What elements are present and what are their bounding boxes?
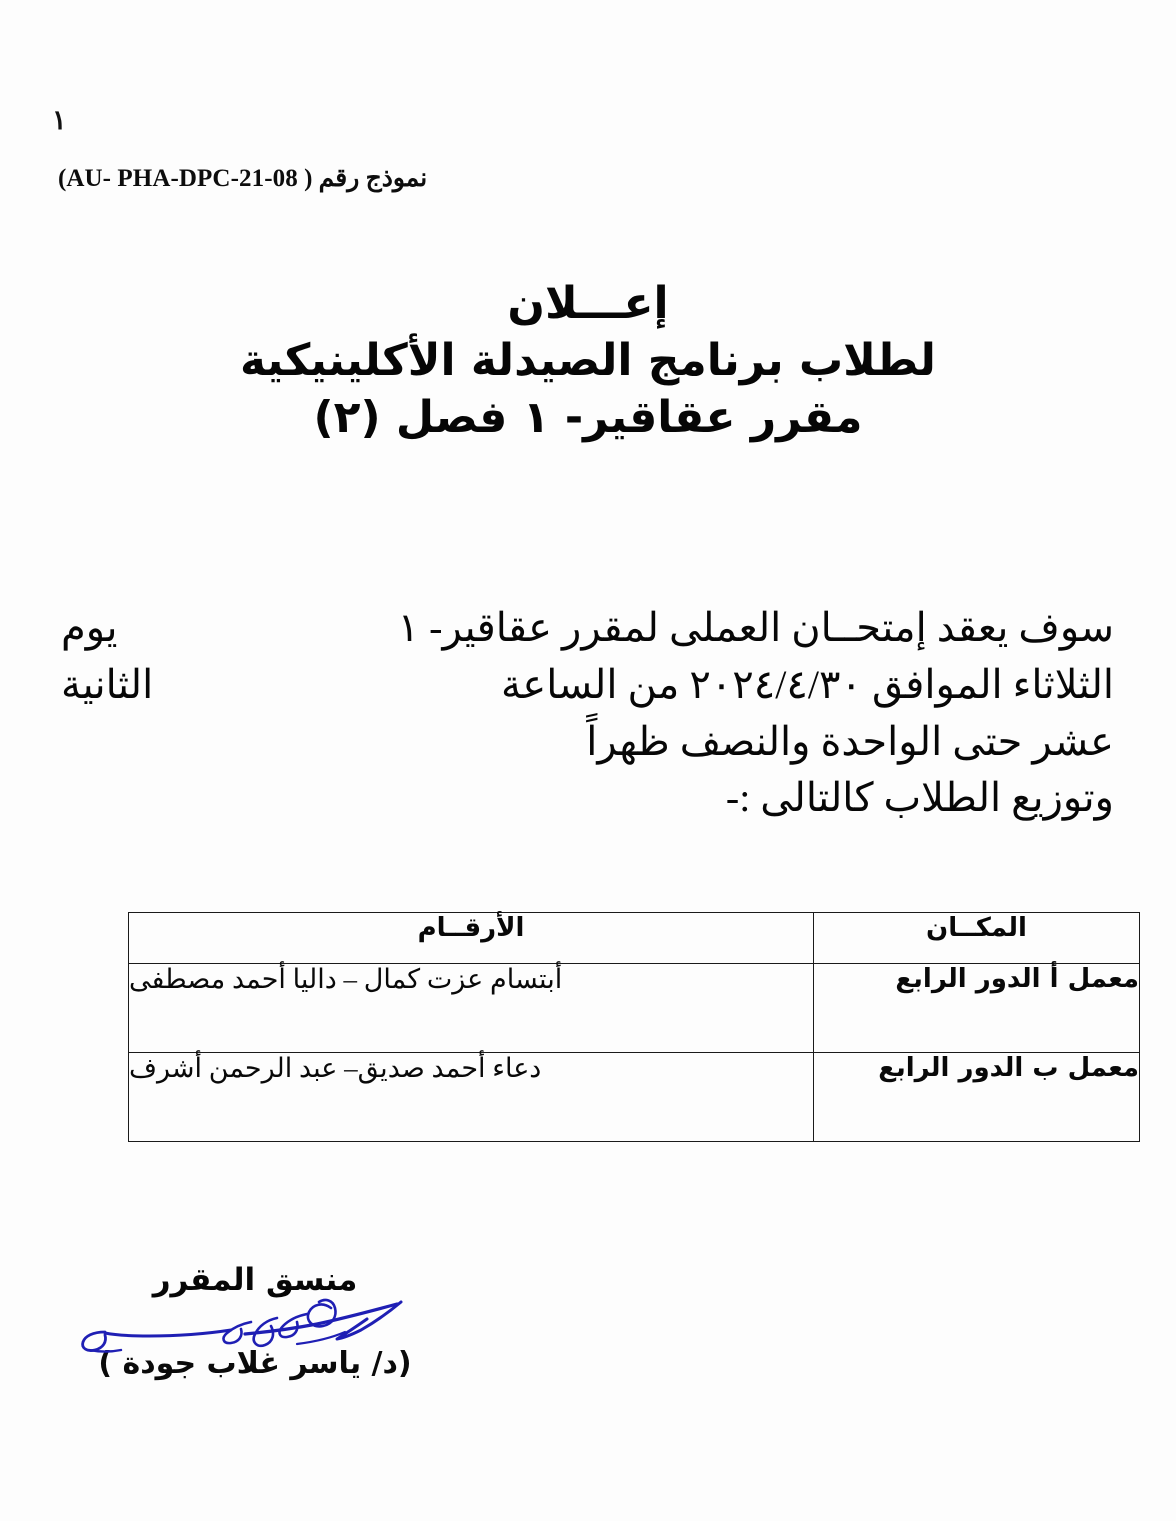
announcement-title-block [0, 278, 1176, 443]
body-line-2-end: الثانية [61, 661, 154, 707]
table-row [129, 964, 1140, 1053]
handwritten-signature [55, 1290, 455, 1352]
title-line-course: مقرر عقاقير- ١ فصل (٢) [313, 392, 863, 444]
title-line-program: لطلاب برنامج الصيدلة الأكلينيكية [240, 335, 936, 387]
title-line-announcement: إعـــلان [507, 278, 669, 329]
body-line-1-start: سوف يعقد إمتحــان العملى لمقرر عقاقير- ١ [397, 605, 1114, 650]
cell-place: معمل ب الدور الرابع [814, 1053, 1140, 1142]
announcement-body [61, 600, 1114, 827]
distribution-table [128, 912, 1140, 1142]
signature-name: (د/ ياسر غلاب جودة ) [98, 1346, 412, 1381]
body-line-4: وتوزيع الطلاب كالتالى :- [725, 775, 1114, 821]
table-header-row [129, 913, 1140, 964]
body-line-3: عشر حتى الواحدة والنصف ظهراً [586, 718, 1114, 764]
signature-ink-icon [45, 1288, 445, 1358]
distribution-table-wrapper [128, 912, 1140, 1142]
signature-block [55, 1262, 455, 1381]
page-number: ١ [52, 105, 67, 135]
column-header-place: المكــان [814, 913, 1140, 964]
cell-numbers: دعاء أحمد صديق– عبد الرحمن أشرف [129, 1053, 814, 1142]
table-body [129, 964, 1140, 1142]
body-line-1-end: يوم [61, 605, 118, 650]
body-line-1 [61, 600, 1114, 657]
body-line-2 [61, 657, 1114, 714]
cell-place: معمل أ الدور الرابع [814, 964, 1140, 1053]
column-header-numbers: الأرقــام [129, 913, 814, 964]
table-row [129, 1053, 1140, 1142]
signature-role-label: منسق المقرر [152, 1262, 358, 1298]
table-header [129, 913, 1140, 964]
form-code-label: نموذج رقم ( AU- PHA-DPC-21-08) [58, 165, 428, 192]
cell-numbers: أبتسام عزت كمال – داليا أحمد مصطفى [129, 964, 814, 1053]
body-line-2-start: الثلاثاء الموافق ٢٠٢٤/٤/٣٠ من الساعة [500, 661, 1114, 707]
